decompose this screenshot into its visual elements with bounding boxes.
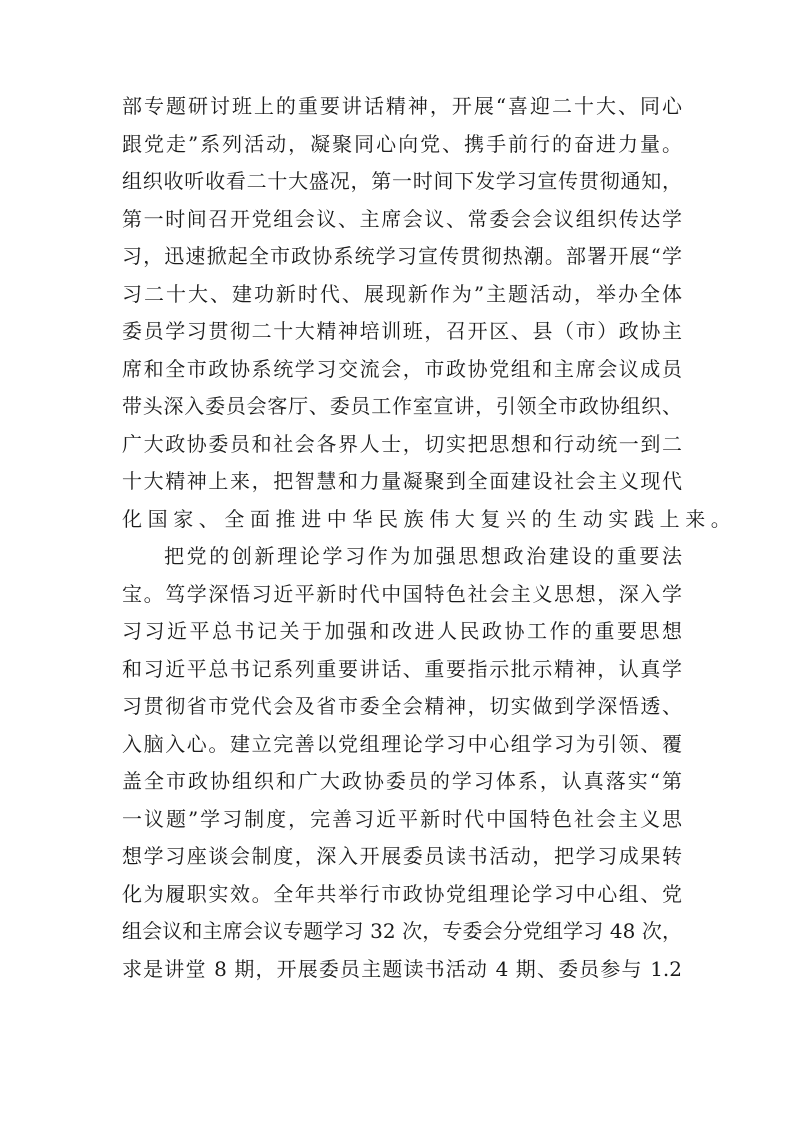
text-line-paragraph-start: 把党的创新理论学习作为加强思想政治建设的重要法 [164, 544, 682, 568]
text-line-paragraph-end: 化国家、全面推进中华民族伟大复兴的生动实践上来。 [122, 506, 737, 531]
text-line: 习二十大、建功新时代、展现新作为”主题活动，举办全体 [122, 281, 682, 306]
text-line: 化为履职实效。全年共举行市政协党组理论学习中心组、党 [122, 881, 682, 906]
text-line: 部专题研讨班上的重要讲话精神，开展“喜迎二十大、同心 [122, 94, 682, 118]
text-line: 广大政协委员和社会各界人士，切实把思想和行动统一到二 [122, 431, 682, 456]
text-line: 委员学习贯彻二十大精神培训班，召开区、县（市）政协主 [122, 319, 682, 343]
text-line: 十大精神上来，把智慧和力量凝聚到全面建设社会主义现代 [122, 469, 682, 493]
text-line: 求是讲堂 8 期，开展委员主题读书活动 4 期、委员参与 1.2 [122, 956, 682, 981]
text-line: 习，迅速掀起全市政协系统学习宣传贯彻热潮。部署开展“学 [122, 244, 682, 268]
text-line: 入脑入心。建立完善以党组理论学习中心组学习为引领、覆 [122, 731, 682, 756]
text-line: 习习近平总书记关于加强和改进人民政协工作的重要思想 [122, 619, 682, 643]
text-line: 和习近平总书记系列重要讲话、重要指示批示精神，认真学 [122, 656, 682, 681]
text-line: 想学习座谈会制度，深入开展委员读书活动，把学习成果转 [122, 844, 682, 868]
text-line: 带头深入委员会客厅、委员工作室宣讲，引领全市政协组织、 [122, 394, 682, 418]
text-line: 一议题”学习制度，完善习近平新时代中国特色社会主义思 [122, 806, 682, 831]
body-text [122, 88, 737, 988]
text-line: 盖全市政协组织和广大政协委员的学习体系，认真落实“第 [122, 769, 682, 793]
text-line: 宝。笃学深悟习近平新时代中国特色社会主义思想，深入学 [122, 581, 682, 606]
text-line: 组织收听收看二十大盛况，第一时间下发学习宣传贯彻通知， [122, 169, 682, 193]
text-line: 第一时间召开党组会议、主席会议、常委会会议组织传达学 [122, 206, 682, 231]
text-line: 组会议和主席会议专题学习 32 次，专委会分党组学习 48 次， [122, 919, 682, 943]
text-line: 跟党走”系列活动，凝聚同心向党、携手前行的奋进力量。 [122, 131, 682, 156]
text-line: 习贯彻省市党代会及省市委全会精神，切实做到学深悟透、 [122, 694, 682, 718]
text-line: 席和全市政协系统学习交流会，市政协党组和主席会议成员 [122, 356, 682, 381]
